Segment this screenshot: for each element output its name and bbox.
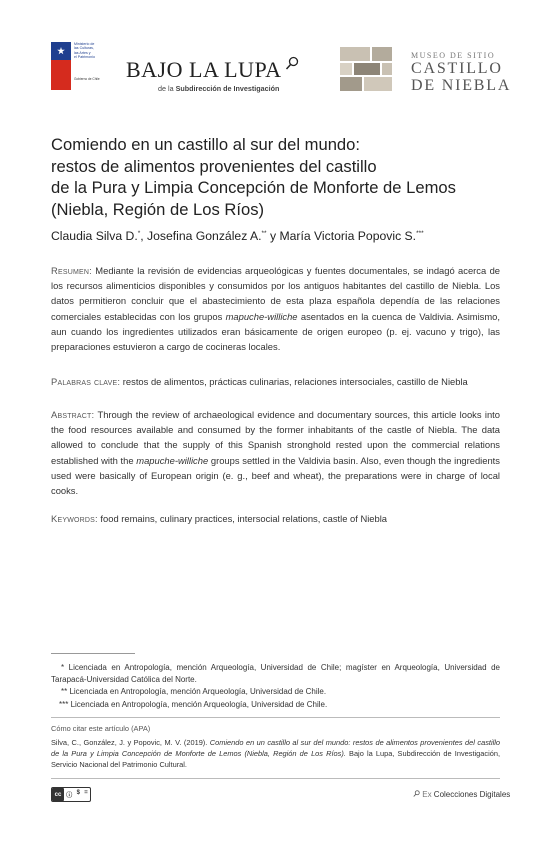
footnote-1: * Licenciada en Antropología, mención Arqueología, Universidad de Chile; magíster en Arqueología, Universidad de Tarapacá-Universidad Católica del Norte. (51, 663, 500, 684)
series-subtitle: de la Subdirección de Investigación (158, 84, 280, 93)
cc-icon: cc (52, 788, 64, 801)
citation-heading: Cómo citar este artículo (APA) (51, 724, 151, 733)
footnote-marker: ** (261, 229, 267, 237)
series-title: BAJO LA LUPA (126, 57, 282, 82)
noderivatives-icon: = (84, 790, 88, 796)
keywords-label: Keywords: (51, 513, 98, 524)
abstract-label: Abstract: (51, 409, 95, 420)
noncommercial-icon: $ (76, 790, 80, 796)
author-name: y María Victoria Popovic S. (266, 229, 417, 243)
citation-divider (51, 717, 500, 718)
magnifier-icon (285, 56, 299, 72)
gobierno-label: Gobierno de Chile (74, 76, 100, 81)
museo-name (411, 51, 511, 94)
footnote-3: *** Licenciada en Antropología, mención Arqueología, Universidad de Chile. (59, 700, 328, 709)
footer-divider (51, 778, 500, 779)
ministry-name-line: las Culturas, (74, 46, 94, 51)
author-list (51, 229, 511, 243)
colecciones-digitales-link[interactable]: Ex Colecciones Digitales (413, 790, 510, 799)
footnote-divider (51, 653, 135, 654)
ministry-logo (51, 42, 106, 97)
citation-text: Silva, C., González, J. y Popovic, M. V. (2019). Comiendo en un castillo al sur del mundo: restos de alimentos provenientes del castillo de la Pura y Limpia Concepción de Monforte de Lemos (Niebla, Región de Los Ríos). Bajo la Lupa, Subdirección de Investigación, Servicio Nacional del Patrimonio Cultural. (51, 738, 501, 769)
museo-line-1: MUSEO DE SITIO (411, 51, 496, 60)
palabras-clave-paragraph: Palabras clave: restos de alimentos, prácticas culinarias, relaciones intersociales, castillo de Niebla (51, 376, 468, 387)
footnote-2: ** Licenciada en Antropología, mención Arqueología, Universidad de Chile. (61, 687, 327, 696)
magnifier-icon (413, 790, 420, 798)
title-line: Comiendo en un castillo al sur del mundo: (51, 135, 361, 154)
creative-commons-license-icon[interactable] (51, 787, 91, 802)
ministry-name-line: las Artes y (74, 50, 91, 55)
palabras-clave-label: Palabras clave: (51, 376, 121, 387)
chile-flag-icon (51, 42, 71, 90)
keywords-paragraph: Keywords: food remains, culinary practices, intersocial relations, castle of Niebla (51, 513, 388, 524)
ministry-name-line: Ministerio de (74, 42, 95, 46)
museo-castle-logo-icon (340, 47, 392, 91)
article-title (51, 134, 501, 220)
author-name: Claudia Silva D. (51, 229, 138, 243)
subdireccion-name: Subdirección de Investigación (175, 84, 280, 93)
title-line: restos de alimentos provenientes del castillo (51, 156, 377, 176)
attribution-icon: ⓘ (66, 793, 73, 799)
title-line: (Niebla, Región de Los Ríos) (51, 199, 265, 219)
collection-name: Colecciones Digitales (433, 790, 511, 799)
footnote-marker: * (137, 229, 141, 237)
author-name: , Josefina González A. (140, 229, 262, 243)
ministry-name-line: el Patrimonio (74, 55, 95, 60)
abstract-paragraph: Abstract: Through the review of archaeological evidence and documentary sources, this article looks into the food resources available and consumed by the former inhabitants of the castle of Niebla. The data allowed to conclude that the supply of this Spanish stronghold rested upon the commercial relations established with the mapuche-williche groups settled in the Valdivia basin. Also, even though the ingredients used were basically of European origin (e. g., beef and wheat), the preparations were in charge of local cooks. (51, 409, 500, 497)
resumen-label: Resumen: (51, 265, 92, 276)
museo-line-2: CASTILLO (411, 60, 503, 77)
resumen-paragraph: Resumen: Mediante la revisión de evidencias arqueológicas y fuentes documentales, se indagó acerca de los recursos alimenticios disponibles y consumidos por los antiguos habitantes del castillo de Niebla. Los datos permitieron concluir que el abastecimiento de esta plaza española dependía de las relaciones comerciales establecidas con los grupos mapuche-williche asentados en la cuenca de Valdivia. Asimismo, aun cuando los ingredientes utilizados eran básicamente de origen europeo (p. ej. vacuno y trigo), las preparaciones estuvieron a cargo de cocineras locales. (51, 265, 500, 353)
footnote-marker: *** (416, 229, 424, 237)
museo-line-3: DE NIEBLA (411, 77, 512, 94)
title-line: de la Pura y Limpia Concepción de Monforte de Lemos (51, 178, 456, 197)
